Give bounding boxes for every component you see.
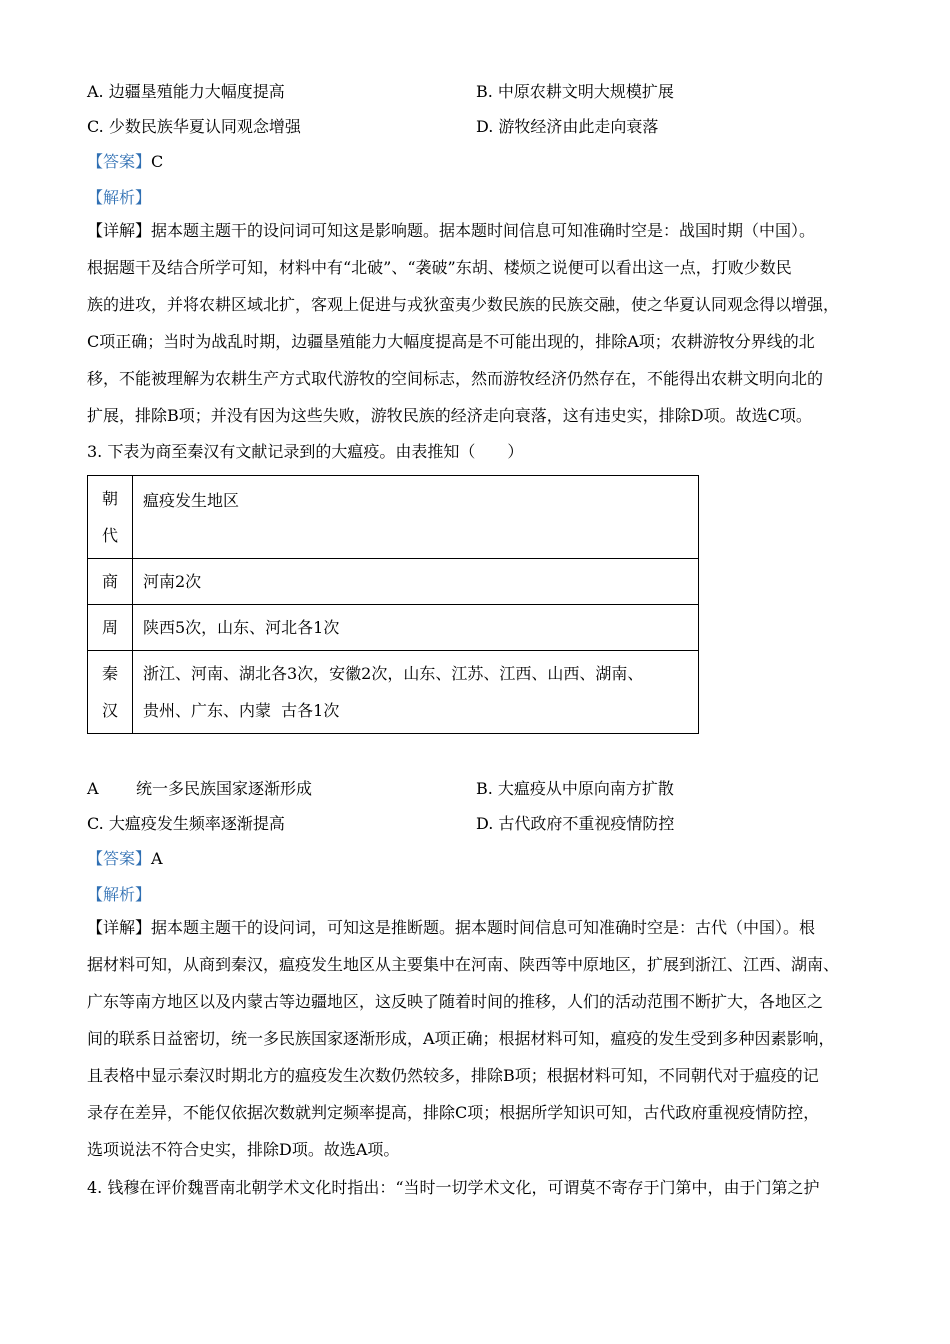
region-cell: 河南2次 (133, 559, 699, 605)
q2-answer-value: C (151, 152, 164, 171)
q3-detail (87, 909, 862, 1168)
q3-option-b: B. 大瘟疫从中原向南方扩散 (476, 779, 674, 798)
q3-stem: 3. 下表为商至秦汉有文献记录到的大瘟疫。由表推知（ ） (87, 442, 524, 461)
q2-answer-label: 【答案】 (87, 152, 152, 171)
q3-detail-line: 且表格中显示秦汉时期北方的瘟疫发生次数仍然较多，排除B项；根据材料可知，不同朝代对于瘟疫的记 (87, 1066, 819, 1085)
q2-detail-line: 根据题干及结合所学可知，材料中有“北破”、“袭破”东胡、楼烦之说便可以看出这一点，打败少数民 (87, 258, 792, 277)
q3-detail-line: 广东等南方地区以及内蒙古等边疆地区，这反映了随着时间的推移，人们的活动范围不断扩大，各地区之 (87, 992, 824, 1011)
region-cell: 陕西5次，山东、河北各1次 (133, 605, 699, 651)
q3-option-c: C. 大瘟疫发生频率逐渐提高 (87, 814, 285, 833)
q3-answer-label: 【答案】 (87, 849, 152, 868)
q3-detail-label: 【详解】 (87, 918, 152, 937)
q3-detail-line: 录存在差异，不能仅依据次数就判定频率提高，排除C项；根据所学知识可知，古代政府重视疫情防控， (87, 1103, 820, 1122)
q3-analysis-label: 【解析】 (87, 885, 152, 904)
q4-stem: 4. 钱穆在评价魏晋南北朝学术文化时指出：“当时一切学术文化，可谓莫不寄存于门第中，由于门第之护 (87, 1178, 820, 1197)
q2-analysis-label: 【解析】 (87, 188, 152, 207)
q3-option-d: D. 古代政府不重视疫情防控 (476, 814, 675, 833)
q3-detail-line: 选项说法不符合史实，排除D项。故选A项。 (87, 1140, 400, 1159)
q2-detail-line: 扩展，排除B项；并没有因为这些失败，游牧民族的经济走向衰落，这有违史实，排除D项。故选C项。 (87, 406, 812, 425)
q2-detail-line: 族的进攻，并将农耕区域北扩，客观上促进与戎狄蛮夷少数民族的民族交融，使之华夏认同观念得以增强， (87, 295, 840, 314)
q3-detail-line: 据材料可知，从商到秦汉，瘟疫发生地区从主要集中在河南、陕西等中原地区，扩展到浙江、江西、湖南、 (87, 955, 840, 974)
q2-detail-line: C项正确；当时为战乱时期，边疆垦殖能力大幅度提高是不可能出现的，排除A项；农耕游牧分界线的北 (87, 332, 815, 351)
table-row (88, 559, 699, 605)
plague-table (87, 475, 699, 734)
q2-detail (87, 212, 862, 434)
q2-option-a: A. 边疆垦殖能力大幅度提高 (87, 82, 285, 101)
table-row (88, 651, 699, 734)
q3-answer-value: A (151, 849, 163, 868)
table-row (88, 605, 699, 651)
q2-option-b: B. 中原农耕文明大规模扩展 (476, 82, 674, 101)
q3-answer (87, 848, 163, 870)
q3-detail-line: 据本题主题干的设问词，可知这是推断题。据本题时间信息可知准确时空是：古代（中国）。根 (151, 918, 816, 937)
table-header-row (88, 476, 699, 559)
q2-detail-line: 据本题主题干的设问词可知这是影响题。据本题时间信息可知准确时空是：战国时期（中国）。 (151, 221, 816, 240)
q2-option-d: D. 游牧经济由此走向衰落 (476, 117, 659, 136)
region-cell: 浙江、河南、湖北各3次，安徽2次，山东、江苏、江西、山西、湖南、 贵州、广东、内蒙 古各1次 (133, 651, 699, 734)
q2-option-c: C. 少数民族华夏认同观念增强 (87, 117, 301, 136)
dynasty-header: 朝 代 (88, 476, 133, 559)
q3-detail-line: 间的联系日益密切，统一多民族国家逐渐形成，A项正确；根据材料可知，瘟疫的发生受到多种因素影响， (87, 1029, 835, 1048)
q2-answer (87, 151, 163, 173)
q3-option-a: 统一多民族国家逐渐形成 (136, 779, 313, 798)
region-header: 瘟疫发生地区 (133, 476, 699, 559)
q2-detail-label: 【详解】 (87, 221, 152, 240)
q3-option-a-letter: A (87, 779, 99, 798)
dynasty-cell: 秦 汉 (88, 651, 133, 734)
q2-detail-line: 移，不能被理解为农耕生产方式取代游牧的空间标志，然而游牧经济仍然存在，不能得出农耕文明向北的 (87, 369, 824, 388)
dynasty-cell: 商 (88, 559, 133, 605)
dynasty-cell: 周 (88, 605, 133, 651)
